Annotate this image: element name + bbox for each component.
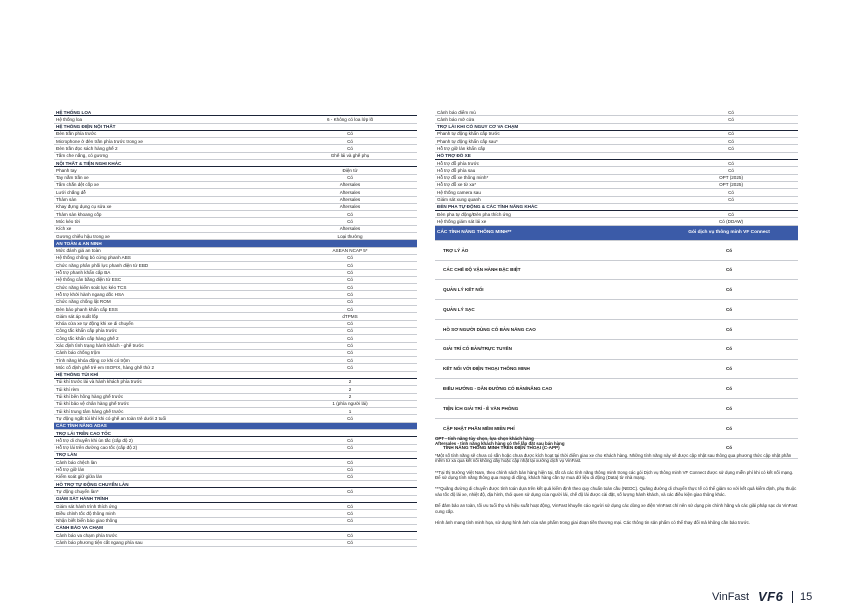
note-1: *Một số tính năng sẽ chưa có sẵn hoặc chưa được kích hoạt tại thời điểm giao xe cho Khách hàng. Những tính năng này sẽ được cập nhật sau thông qua phương thức cập nhật phần mềm từ xa qua kết nối không dây hoặc cập nhật tại xưởng dịch vụ VinFast. (435, 452, 792, 464)
spec-row (54, 276, 417, 283)
spec-value: Có (283, 335, 417, 342)
note-2: **Tại thị trường Việt Nam, theo chính sách bán hàng hiện tại, tất cả các tính năng thông minh trong các gói Dịch vụ thông minh VF Connect được sử dụng miễn phí khi có kết nối mạng. Để sử dụng tính năng thông qua mạng di động, khách hàng cần tự mua dữ liệu di động (Data) từ nhà mạng. (435, 469, 794, 481)
spec-label: TRỢ LÀN (54, 451, 283, 458)
smart-header-value: Gói dịch vụ thông minh VF Connect (660, 226, 798, 241)
smart-feature-row (435, 339, 798, 359)
spec-value: Có (283, 145, 417, 152)
spec-section-header (54, 422, 417, 429)
spec-value: Điện tử (283, 167, 417, 174)
spec-value (283, 240, 417, 247)
footer-separator (792, 591, 793, 603)
spec-section-header (435, 123, 798, 130)
spec-label: Lưới chắng dễ (54, 189, 283, 196)
spec-row (435, 218, 798, 225)
spec-value: Có (283, 130, 417, 137)
spec-row (54, 378, 417, 385)
spec-row (54, 218, 417, 225)
spec-row (54, 510, 417, 517)
spec-row (435, 109, 798, 116)
spec-label: Hệ thống giám sát lái xe (435, 218, 664, 225)
spec-value: 1 (283, 408, 417, 415)
footnotes (435, 436, 798, 531)
spec-value: 2 (283, 393, 417, 400)
spec-value: Có (664, 160, 798, 167)
spec-value (283, 109, 417, 116)
smart-feature-label: ĐIỀU HƯỚNG - DẪN ĐƯỜNG CÓ BẢN/NÂNG CAO (435, 379, 660, 399)
spec-label: Kích xe (54, 225, 283, 232)
note-aftersales: Aftersales - tính năng khách hàng có thể lắp đặt sau bán hàng (435, 441, 565, 447)
spec-value: Có (664, 145, 798, 152)
spec-label: Hệ thống camera sau (435, 189, 664, 196)
spec-value: Loại thường (283, 233, 417, 240)
spec-label: Hệ thống chống bó cứng phanh ABS (54, 254, 283, 261)
spec-value: Có (283, 539, 417, 546)
spec-value: Có (664, 116, 798, 123)
spec-value: Aftersales (283, 181, 417, 188)
spec-label: AN TOÀN & AN NINH (54, 240, 283, 247)
spec-label: Đèn trần đọc sách hàng ghế 2 (54, 145, 283, 152)
smart-feature-value: Có (660, 300, 798, 320)
spec-section-header (435, 203, 798, 210)
footer-brand: VinFast (712, 591, 750, 603)
spec-row (54, 306, 417, 313)
smart-feature-value: Có (660, 359, 798, 379)
spec-value: Có (283, 320, 417, 327)
spec-label: Chức năng chống lật ROM (54, 298, 283, 305)
spec-value: Có (283, 503, 417, 510)
spec-value: OPT (2025) (664, 174, 798, 181)
spec-label: Công tắc khẩn cấp phía trước (54, 327, 283, 334)
spec-row (54, 116, 417, 123)
smart-feature-row (435, 319, 798, 339)
spec-row (54, 393, 417, 400)
spec-section-header (435, 152, 798, 159)
spec-value: Có (283, 211, 417, 218)
spec-label: ĐÈN PHA TỰ ĐỘNG & CÁC TÍNH NĂNG KHÁC (435, 203, 664, 210)
spec-value (283, 422, 417, 429)
spec-value: Có (283, 510, 417, 517)
spec-label: Hỗ trợ đỗ xe từ xa* (435, 181, 664, 188)
spec-row (435, 145, 798, 152)
spec-label: CÁC TÍNH NĂNG ADAS (54, 422, 283, 429)
spec-label: Hệ thống cân bằng điện tử ESC (54, 276, 283, 283)
spec-label: Túi khí trước lái và hành khách phía trước (54, 378, 283, 385)
note-3: ***Quãng đường di chuyển được tính toán dựa trên kết quả kiểm định theo quy chuẩn toàn cầu (NEDC). Quãng đường di chuyển thực tế có thể giảm so với kết quả kiểm định, phụ thuộc vào tốc độ lái xe, nhiệt độ, địa hình, thói quen sử dụng của người lái, chế độ lái được cài đặt, số lượng hành khách, và các điều kiện giao thông khác. (435, 486, 797, 497)
smart-features-table (435, 226, 798, 459)
smart-feature-row (435, 359, 798, 379)
spec-value: Có (283, 262, 417, 269)
spec-label: Thảm sàn (54, 196, 283, 203)
spec-row (54, 335, 417, 342)
spec-value: Có (283, 437, 417, 444)
spec-value: Có (283, 357, 417, 364)
spec-section-header (54, 481, 417, 488)
spec-label: Phanh tự động khẩn cấp trước (435, 130, 664, 137)
smart-features-header (435, 226, 798, 241)
footer-model-logo: VF6 (758, 589, 784, 604)
spec-label: TRỢ LÁI KHI CÓ NGUY CƠ VA CHẠM (435, 123, 664, 130)
spec-label: Hỗ trợ lái trên đường cao tốc (cấp độ 2) (54, 444, 283, 451)
smart-feature-label: CÁC CHẾ ĐỘ VẬN HÀNH ĐẶC BIỆT (435, 260, 660, 280)
spec-row (435, 181, 798, 188)
spec-row (54, 174, 417, 181)
spec-label: Hỗ trợ khởi hành ngang dốc HSA (54, 291, 283, 298)
left-spec-table (54, 109, 417, 547)
spec-value (283, 430, 417, 437)
spec-row (435, 211, 798, 218)
spec-row (54, 364, 417, 371)
spec-label: Phanh tay (54, 167, 283, 174)
spec-value: Có (283, 342, 417, 349)
spec-value (283, 524, 417, 531)
spec-row (435, 189, 798, 196)
spec-label: Kiểm soát giữ giữa làn (54, 473, 283, 480)
spec-value: Có (283, 254, 417, 261)
spec-value: Có (283, 517, 417, 524)
spec-section-header (54, 240, 417, 247)
spec-label: Tay nắm trần xe (54, 174, 283, 181)
spec-value: Có (283, 174, 417, 181)
spec-label: Microphone ở đèn trần phía trước trong xe (54, 138, 283, 145)
smart-feature-label: GIẢI TRÍ CÓ BẢN/TRỰC TUYẾN (435, 339, 660, 359)
spec-label: Đèn báo phanh khẩn cấp ESS (54, 306, 283, 313)
spec-row (54, 225, 417, 232)
spec-value: Có (283, 415, 417, 422)
spec-row (54, 437, 417, 444)
spec-label: Khóa cửa xe tự động khi xe di chuyển (54, 320, 283, 327)
spec-value: Có (283, 218, 417, 225)
spec-section-header (54, 371, 417, 378)
spec-label: Hỗ trợ giữ làn khẩn cấp (435, 145, 664, 152)
spec-section-header (54, 495, 417, 502)
spec-label: Móc kéo tời (54, 218, 283, 225)
spec-label: Nhận biết biển báo giao thông (54, 517, 283, 524)
spec-label: HỖ TRỢ ĐỖ XE (435, 152, 664, 159)
spec-value: OPT (2025) (664, 181, 798, 188)
spec-value: Có (283, 269, 417, 276)
smart-feature-value: Có (660, 399, 798, 419)
spec-value: Có (664, 138, 798, 145)
spec-row (435, 174, 798, 181)
spec-value: 2 (283, 386, 417, 393)
spec-label: Gương chiếu hậu trong xe (54, 233, 283, 240)
smart-feature-label: QUẢN LÝ SẠC (435, 300, 660, 320)
spec-label: Hỗ trợ đỗ xe thông minh* (435, 174, 664, 181)
spec-row (54, 291, 417, 298)
right-spec-column (435, 109, 798, 459)
spec-value: Aftersales (283, 203, 417, 210)
smart-feature-label: TRỢ LÝ ẢO (435, 240, 660, 260)
spec-value: Có (664, 167, 798, 174)
smart-feature-row (435, 280, 798, 300)
spec-row (54, 284, 417, 291)
smart-feature-label: TÍNH NĂNG THÔNG MINH TRÊN ĐIỆN THOẠI (C-APP) (435, 438, 660, 458)
spec-row (54, 459, 417, 466)
spec-row (54, 400, 417, 407)
spec-value (664, 123, 798, 130)
spec-section-header (54, 524, 417, 531)
spec-label: Chức năng phân phối lực phanh điện tử EBD (54, 262, 283, 269)
spec-label: Tự động chuyển làn* (54, 488, 283, 495)
spec-row (54, 357, 417, 364)
spec-value: Có (283, 276, 417, 283)
spec-row (54, 408, 417, 415)
smart-feature-value: Có (660, 379, 798, 399)
spec-section-header (54, 451, 417, 458)
spec-row (435, 196, 798, 203)
smart-feature-label: QUẢN LÝ KẾT NỐI (435, 280, 660, 300)
spec-row (54, 211, 417, 218)
spec-value (664, 203, 798, 210)
smart-feature-row (435, 260, 798, 280)
spec-value: Có (283, 473, 417, 480)
smart-feature-label: HỒ SƠ NGƯỜI DÙNG CÓ BẢN NĂNG CAO (435, 319, 660, 339)
spec-value (283, 123, 417, 130)
spec-label: Cảnh báo chống trộm (54, 349, 283, 356)
spec-label: HỆ THỐNG ĐIỆN NỘI THẤT (54, 123, 283, 130)
spec-label: NỘI THẤT & TIỆN NGHI KHÁC (54, 160, 283, 167)
spec-row (54, 539, 417, 546)
spec-row (54, 298, 417, 305)
spec-label: Hỗ trợ di chuyển khi ùn tắc (cấp độ 2) (54, 437, 283, 444)
spec-label: Tấm che nắng, có gương (54, 152, 283, 159)
spec-label: Hỗ trợ giữ làn (54, 466, 283, 473)
spec-value: Có (283, 284, 417, 291)
spec-value (283, 371, 417, 378)
smart-feature-value: Có (660, 319, 798, 339)
spec-row (54, 444, 417, 451)
spec-row (54, 247, 417, 254)
spec-value: Aftersales (283, 225, 417, 232)
spec-label: Đèn pha tự động/Đèn pha thích ứng (435, 211, 664, 218)
spec-label: Hỗ trợ phanh khẩn cấp BA (54, 269, 283, 276)
smart-feature-value: Có (660, 240, 798, 260)
spec-row (54, 196, 417, 203)
spec-value: Aftersales (283, 196, 417, 203)
smart-feature-value: Có (660, 438, 798, 458)
spec-row (54, 327, 417, 334)
left-spec-column (54, 109, 417, 547)
spec-row (54, 466, 417, 473)
spec-row (54, 488, 417, 495)
spec-row (54, 386, 417, 393)
spec-section-header (54, 160, 417, 167)
spec-row (54, 320, 417, 327)
smart-feature-row (435, 300, 798, 320)
spec-value: Có (283, 349, 417, 356)
spec-value: Có (664, 109, 798, 116)
spec-label: Giám sát áp suất lốp (54, 313, 283, 320)
spec-label: Giám sát hành trình thích ứng (54, 503, 283, 510)
spec-row (54, 203, 417, 210)
spec-label: Công tắc khẩn cấp hàng ghế 2 (54, 335, 283, 342)
spec-label: Túi khí trung tâm hàng ghế trước (54, 408, 283, 415)
note-5: Hình ảnh mang tính minh họa, sử dụng hình ảnh của sản phẩm trong giai đoạn tiền thương mại. Các thông tin sản phẩm có thể thay đổi mà không cần báo trước. (435, 520, 751, 526)
spec-section-header (54, 123, 417, 130)
spec-value (283, 160, 417, 167)
spec-value: 6 - Không có loa lớp lõ (283, 116, 417, 123)
spec-row (54, 313, 417, 320)
spec-row (54, 130, 417, 137)
smart-header-label: CÁC TÍNH NĂNG THÔNG MINH** (435, 226, 660, 241)
spec-label: Hỗ trợ đỗ phía sau (435, 167, 664, 174)
note-opt: OPT - tính năng tùy chọn, lựa chọn khách hàng (435, 436, 534, 441)
spec-label: Hệ thống loa (54, 116, 283, 123)
smart-feature-label: KẾT NỐI VỚI ĐIỆN THOẠI THÔNG MINH (435, 359, 660, 379)
spec-label: Cảnh báo chệch làn (54, 459, 283, 466)
spec-label: HỖ TRỢ TỰ ĐỘNG CHUYỂN LÀN (54, 481, 283, 488)
spec-label: Tấm chắn dệt cốp xe (54, 181, 283, 188)
spec-value: Ghế lái và ghế phụ (283, 152, 417, 159)
spec-label: Cảnh báo mở cửa (435, 116, 664, 123)
spec-label: Khay đựng dụng cụ sửa xe (54, 203, 283, 210)
spec-value: Có (283, 444, 417, 451)
spec-label: Hỗ trợ đỗ phía trước (435, 160, 664, 167)
spec-label: Tính năng khóa động cơ khi có trộm (54, 357, 283, 364)
spec-value: ASEAN NCAP 5* (283, 247, 417, 254)
spec-value: Có (283, 298, 417, 305)
spec-row (54, 503, 417, 510)
spec-label: HỆ THỐNG LOA (54, 109, 283, 116)
smart-feature-value: Có (660, 260, 798, 280)
spec-row (54, 167, 417, 174)
spec-label: Tự động ngắt túi khí khi có ghế an toàn trẻ dưới 3 tuổi (54, 415, 283, 422)
spec-row (54, 532, 417, 539)
spec-row (54, 269, 417, 276)
spec-label: Đèn trần phía trước (54, 130, 283, 137)
spec-value (283, 451, 417, 458)
spec-section-header (54, 430, 417, 437)
smart-feature-value: Có (660, 418, 798, 438)
spec-value: Có (283, 291, 417, 298)
spec-row (54, 138, 417, 145)
spec-value: Có (DDAW) (664, 218, 798, 225)
spec-label: Mức đánh giá an toàn (54, 247, 283, 254)
spec-label: Túi khí rèm (54, 386, 283, 393)
spec-value: Có (283, 306, 417, 313)
spec-row (435, 160, 798, 167)
spec-row (54, 517, 417, 524)
spec-row (54, 349, 417, 356)
smart-feature-row (435, 240, 798, 260)
spec-value: Có (283, 459, 417, 466)
smart-feature-label: TIỆN ÍCH GIẢI TRÍ - Ê VĂN PHÒNG (435, 399, 660, 419)
spec-row (54, 473, 417, 480)
smart-feature-value: Có (660, 280, 798, 300)
spec-row (54, 342, 417, 349)
spec-label: Thảm sàn khoang cốp (54, 211, 283, 218)
spec-section-header (54, 109, 417, 116)
smart-feature-row (435, 399, 798, 419)
spec-value (664, 152, 798, 159)
spec-value (283, 495, 417, 502)
spec-value: 2 (283, 378, 417, 385)
spec-label: Điều chỉnh tốc độ thông minh (54, 510, 283, 517)
spec-value: 1 (phía người lái) (283, 400, 417, 407)
spec-row (435, 116, 798, 123)
spec-label: Cảnh báo va chạm phía trước (54, 532, 283, 539)
spec-value: Có (664, 196, 798, 203)
spec-value: Có (283, 466, 417, 473)
spec-value: Có (664, 130, 798, 137)
spec-value: Có (664, 189, 798, 196)
spec-label: Giám sát xung quanh (435, 196, 664, 203)
spec-row (54, 262, 417, 269)
spec-row (54, 233, 417, 240)
spec-value: Có (283, 532, 417, 539)
spec-label: Túi khí bên hông hàng ghế trước (54, 393, 283, 400)
page-number: 15 (800, 591, 813, 603)
spec-label: CẢNH BÁO VA CHẠM (54, 524, 283, 531)
spec-value: Có (283, 327, 417, 334)
right-spec-table (435, 109, 798, 226)
spec-label: Cảnh báo phương tiện cắt ngang phía sau (54, 539, 283, 546)
spec-label: Xác định tình trạng hành khách - ghế trước (54, 342, 283, 349)
spec-label: Móc cố định ghế trẻ em ISOFIX, hàng ghế thứ 2 (54, 364, 283, 371)
spec-value: Aftersales (283, 189, 417, 196)
smart-feature-row (435, 379, 798, 399)
spec-value: dTPMS (283, 313, 417, 320)
spec-label: HỆ THỐNG TÚI KHÍ (54, 371, 283, 378)
spec-row (54, 254, 417, 261)
spec-value: Có (664, 211, 798, 218)
spec-label: Chức năng kiểm soát lực kéo TCS (54, 284, 283, 291)
spec-label: TRỢ LÁI TRÊN CAO TỐC (54, 430, 283, 437)
spec-label: GIÁM SÁT HÀNH TRÌNH (54, 495, 283, 502)
spec-row (435, 138, 798, 145)
spec-row (54, 145, 417, 152)
spec-value: Có (283, 138, 417, 145)
spec-row (435, 130, 798, 137)
spec-row (54, 181, 417, 188)
spec-label: Phanh tự động khẩn cấp sau* (435, 138, 664, 145)
spec-row (54, 415, 417, 422)
spec-value: Có (283, 488, 417, 495)
spec-value: Có (283, 364, 417, 371)
spec-label: Túi khí bảo vệ chân hàng ghế trước (54, 400, 283, 407)
smart-feature-value: Có (660, 339, 798, 359)
spec-label: Cảnh báo điểm mù (435, 109, 664, 116)
spec-row (54, 152, 417, 159)
note-4: Để đảm bảo an toàn, tối ưu tuổi thọ và hiệu suất hoạt động, VinFast khuyến cáo người sử dụng các dòng xe điện VinFast chỉ nên sử dụng pin chính hãng và các giải pháp sạc do VinFast cung cấp. (435, 503, 798, 514)
spec-value (283, 481, 417, 488)
spec-row (435, 167, 798, 174)
smart-feature-label: CẬP NHẬT PHẦN MỀM MIỄN PHÍ (435, 418, 660, 438)
spec-row (54, 189, 417, 196)
